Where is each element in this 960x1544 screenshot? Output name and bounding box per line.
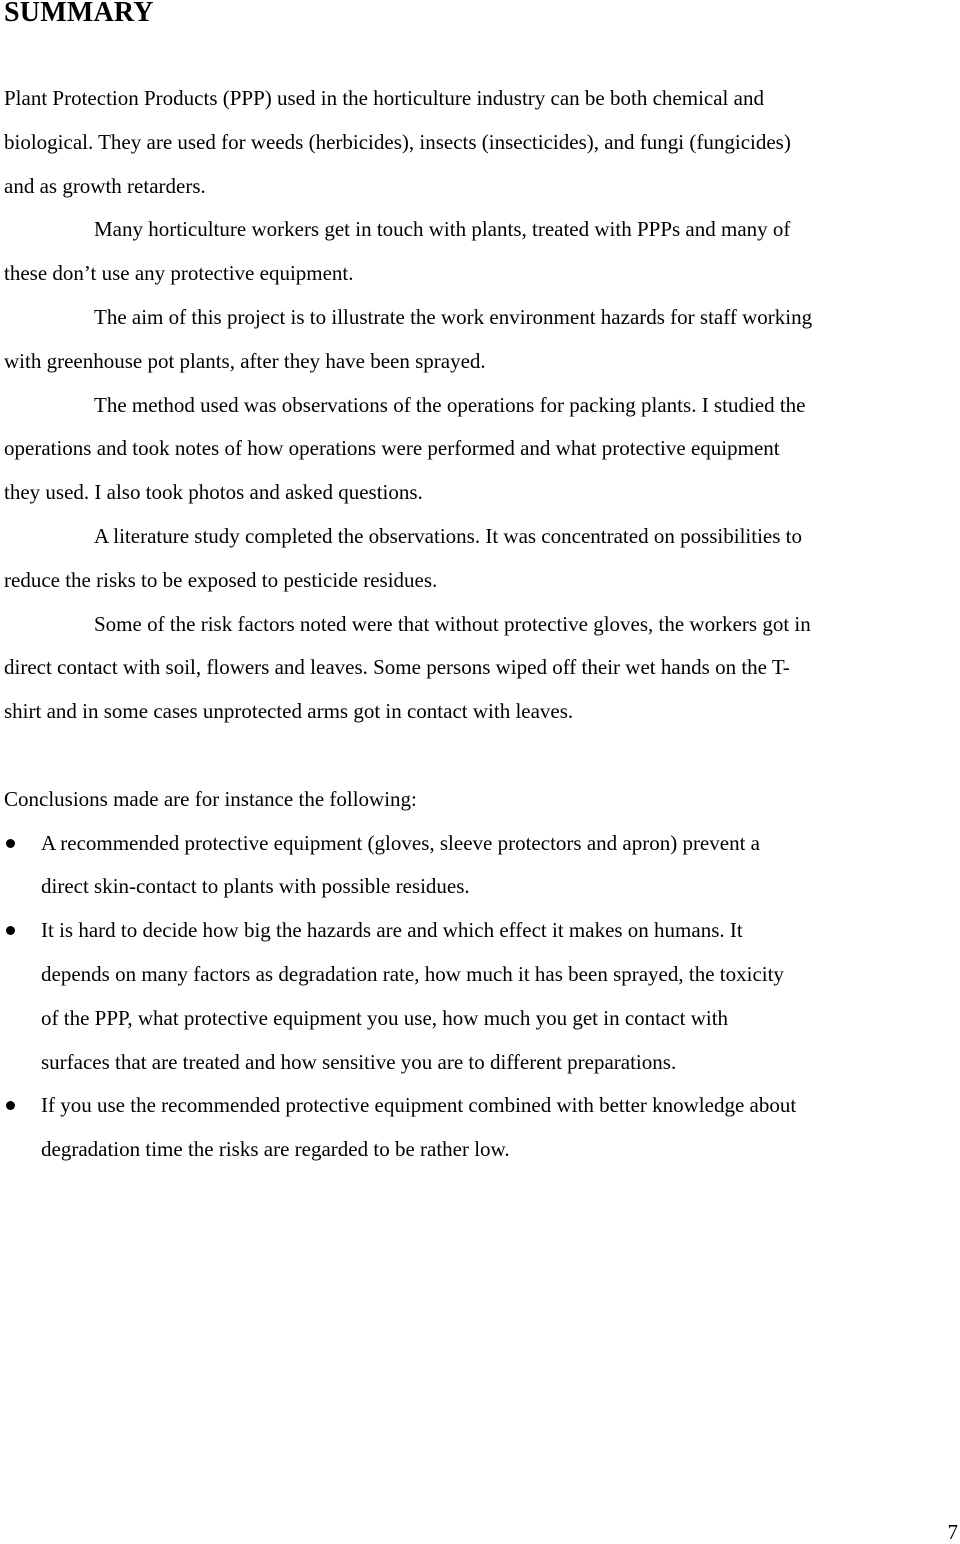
conclusions-intro	[4, 778, 960, 822]
text-line: of the PPP, what protective equipment you use, how much you get in contact with	[41, 1005, 729, 1030]
page-title: SUMMARY	[4, 0, 154, 28]
text-line: depends on many factors as degradation rate, how much it has been sprayed, the toxicity	[41, 961, 784, 986]
text-line: shirt and in some cases unprotected arms got in contact with leaves.	[4, 699, 574, 724]
text-line: A literature study completed the observations. It was concentrated on possibilities to	[94, 523, 803, 548]
page-number: 7	[947, 1520, 958, 1544]
paragraph-intro	[4, 77, 960, 208]
text-line: The method used was observations of the operations for packing plants. I studied the	[94, 392, 806, 417]
bullet-icon	[6, 926, 15, 935]
list-item	[4, 1084, 960, 1172]
text-line: with greenhouse pot plants, after they have been sprayed.	[4, 348, 486, 373]
text-line: Many horticulture workers get in touch with plants, treated with PPPs and many of	[94, 217, 791, 242]
bullet-icon	[6, 1101, 15, 1110]
paragraph-method	[4, 384, 960, 515]
text-line: The aim of this project is to illustrate the work environment hazards for staff working	[94, 304, 813, 329]
text-line: If you use the recommended protective equipment combined with better knowledge about	[41, 1093, 797, 1118]
text-line: Plant Protection Products (PPP) used in the horticulture industry can be both chemical and	[4, 86, 764, 110]
paragraph-literature	[4, 515, 960, 603]
bullet-icon	[6, 839, 15, 848]
text-line: It is hard to decide how big the hazards are and which effect it makes on humans. It	[41, 918, 743, 943]
list-item	[4, 909, 960, 1084]
summary-body	[4, 77, 960, 1172]
paragraph-aim	[4, 296, 960, 384]
text-line: and as growth retarders.	[4, 173, 206, 198]
text-line: these don’t use any protective equipment.	[4, 261, 354, 286]
list-item	[4, 822, 960, 910]
text-line: direct contact with soil, flowers and leaves. Some persons wiped off their wet hands on the T-	[4, 655, 790, 680]
text-line: surfaces that are treated and how sensitive you are to different preparations.	[41, 1049, 677, 1074]
text-line: direct skin-contact to plants with possible residues.	[41, 874, 470, 899]
paragraph-workers	[4, 208, 960, 296]
text-line: operations and took notes of how operations were performed and what protective equipment	[4, 436, 780, 461]
text-line: A recommended protective equipment (gloves, sleeve protectors and apron) prevent a	[41, 830, 760, 855]
text-line: degradation time the risks are regarded to be rather low.	[41, 1137, 510, 1162]
text-line: Some of the risk factors noted were that without protective gloves, the workers got in	[94, 611, 811, 636]
text-line: they used. I also took photos and asked questions.	[4, 480, 423, 505]
text-line: biological. They are used for weeds (herbicides), insects (insecticides), and fungi (fungicides)	[4, 129, 791, 154]
text-line: Conclusions made are for instance the following:	[4, 786, 417, 811]
text-line: reduce the risks to be exposed to pesticide residues.	[4, 567, 438, 592]
paragraph-gap	[4, 734, 960, 778]
paragraph-risk-factors	[4, 603, 960, 734]
conclusions-list	[4, 822, 960, 1172]
